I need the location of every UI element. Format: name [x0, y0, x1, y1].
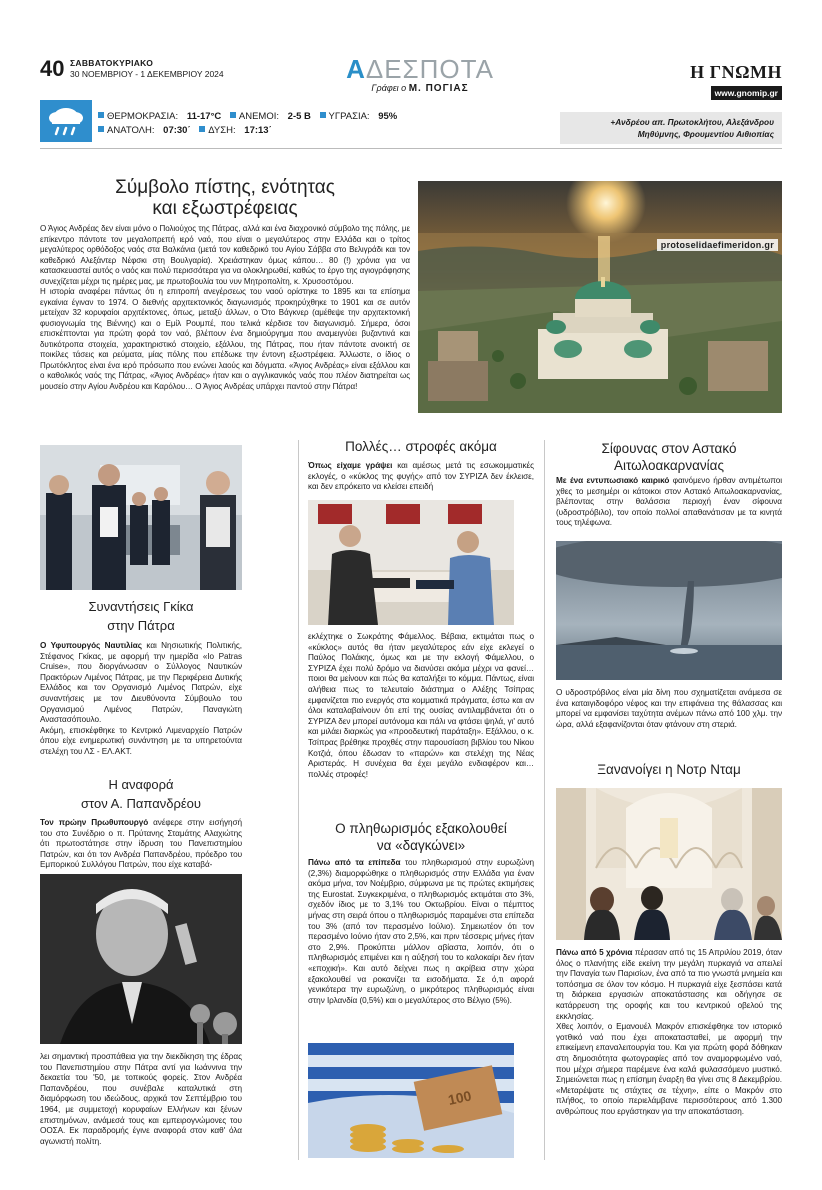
weather-info — [98, 110, 403, 138]
issue-day: ΣΑΒΒΑΤΟΚΥΡΙΑΚΟ — [70, 58, 154, 68]
namedays: +Ανδρέου απ. Πρωτοκλήτου, Αλεξάνδρου Μηθύμνης, Φρουμεντίου Αιθιοπίας — [560, 112, 782, 144]
column-divider-1 — [298, 440, 299, 1160]
gkikas-photo — [40, 445, 242, 590]
svg-text:100: 100 — [446, 1087, 473, 1108]
date-block — [70, 58, 224, 80]
notredame-headline: Ξανανοίγει η Νοτρ Νταμ — [597, 762, 741, 777]
newspaper-logo[interactable] — [682, 62, 782, 101]
inflation-article-body: Πάνω από τα επίπεδα του πληθωρισμού στην ευρωζώνη (2,3%) διαμορφώθηκε ο πληθωρισμός στην Ελλάδα για έναν ακόμα μήνα, τον Νοέμβριο, σύμφωνα με τις πρώτες εκτιμήσεις της Eurostat. Συγκεκριμένα, ο πληθωρισμός εκτιμάται στο 3%, σχεδόν ίδιος με το 3,1% του Οκτωβρίου. Είναι ο πέμπτος μήνας στη σειρά όπου ο πληθωρισμός παραμένει στα επίπεδα του 3% (από τον περασμένο Ιούλιο). Σημειωτέον ότι τον περασμένο Ιούνιο ήταν στο 2,5%, και πριν τέσσερις μήνες ήταν στο 2,9%. Προκύπτει μάλλον αβίαστα, λοιπόν, ότι ο πληθωρισμός επιμένει και η αύξησή του το καλοκαίρι δεν ήταν «εποχική». Και αυτό δείχνει πως η ακρίβεια στην χώρα εξακολουθεί να ροκανίζει τα εισοδήματα. Σε ό,τι αφορά γενικότερα την ευρωζώνη, ο μικρότερος πληθωρισμός είναι στην Ιρλανδία (0,5%) και ο μεγαλύτερος στο Βέλγιο (5%). — [308, 858, 535, 1005]
notredame-photo — [556, 788, 782, 940]
byline-author: Μ. ΠΟΓΙΑΣ — [408, 83, 469, 94]
site-url[interactable]: www.gnomip.gr — [711, 86, 782, 100]
section-title: ΑΔΕΣΠΟΤΑ — [346, 54, 494, 84]
sunrise: ΑΝΑΤΟΛΗ: 07:30΄ — [98, 125, 191, 136]
tsipras-famellos-photo — [308, 500, 514, 625]
papandreou-article-body-1: Τον πρώην Πρωθυπουργό ανέφερε στην εισήγησή του στο Συνέδριο ο π. Πρύτανης Σταμάτης Αλαχιώτης ότι πρωτοστάτησε στην ίδρυση του Πανεπιστημίου Πατρών, και ότι τον Ανδρέα Παπανδρέου, πρόεδρο του Εμπορικού Συλλόγου Πατρών, που είχε καταβά- — [40, 818, 243, 870]
page-number: 40 — [40, 56, 65, 81]
watermark: protoselidaefimeridon.gr — [657, 239, 778, 251]
waterspout-photo — [556, 541, 782, 680]
temperature: ΘΕΡΜΟΚΡΑΣΙΑ: 11-17°C — [98, 111, 221, 122]
strofes-headline: Πολλές… στροφές ακόμα — [345, 439, 497, 454]
header-rule — [40, 148, 782, 149]
main-headline: Σύμβολο πίστης, ενότητας και εξωστρέφειας — [115, 177, 335, 219]
notredame-article-body: Πάνω από 5 χρόνια πέρασαν από τις 15 Απριλίου 2019, όταν όλος ο πλανήτης είδε εκείνη την μεγάλη πυρκαγιά να απειλεί την Παναγία των Παρισίων, ένα από τα πιο γνωστά μνημεία και τοπόσημα σε όλον τον κόσμο. Η πυρκαγιά είχε ξεσπάσει κατά τη διάρκεια εργασιών αποκατάστασης και οδήγησε σε κατάρρευση της οροφής και του κεντρικού οβελού της εκκλησίας. Χθες λοιπόν, ο Εμανουέλ Μακρόν επισκέφθηκε τον ιστορικό γοτθικό ναό που έχει αποκατασταθεί, με αφορμή την επικείμενη επαναλειτουργία του. Και για πρώτη φορά δόθηκαν στη δημοσιότητα φωτογραφίες από τον αναμορφωμένο ναό, που μέχρι σήμερα παρέμενε ένα καλά φυλασσόμενο μυστικό. Σημειώνεται πως η επίσημη έναρξη θα γίνει στις 8 Δεκεμβρίου. «Μεταρέψατε τις στάχτες σε τέχνη», είπε ο Μακρόν στο πλήθος, το οποίο περιελάμβανε περισσότερους από 1.300 ανθρώπους που εργάστηκαν για την αποκατάσταση. — [556, 948, 782, 1116]
column-divider-2 — [544, 440, 545, 1160]
papandreou-article-body-2: λει σημαντική προσπάθεια για την διεκδίκηση της έδρας του Πανεπιστημίου στην Πάτρα αντί για Ιωάννινα την δεκαετία του '50, με τοπικούς φορείς. Στον Ανδρέα Παπανδρέου, που συνέβαλε καταλυτικά στη διαμόρφωση του ιδεώδους, αρχικά τον Σεπτέμβριο του 1964, με συμμετοχή κορυφαίων Ελλήνων και ξένων επιστημόνων, ανάμεσά τους και εμπειρογνώμονες του ΟΟΣΑ. Εκ παραδρομής έγινε αναφορά στον καθ' όλα αγωνιστή πολίτη. — [40, 1052, 242, 1146]
greek-flag-money-photo — [308, 1043, 514, 1158]
papandreou-photo — [40, 874, 242, 1044]
waterspout-article-body-1: Με ένα εντυπωσιακό καιρικό φαινόμενο ήρθαν αντιμέτωποι χθες το μεσημέρι οι κάτοικοι στον Αστακό Αιτωλοακαρνανίας, βλέποντας στην θαλάσσια περιοχή έναν σίφουνα (υδροστρόβιλο), τον οποίο πολλοί απαθανάτισαν με τα κινητά τους τηλέφωνα. — [556, 476, 782, 528]
humidity: ΥΓΡΑΣΙΑ: 95% — [320, 111, 398, 122]
gkikas-headline: Συναντήσεις Γκίκα στην Πάτρα — [88, 599, 194, 633]
gkikas-article-body: Ο Υφυπουργός Ναυτιλίας και Νησιωτικής Πολιτικής, Στέφανος Γκίκας, με αφορμή την ημερίδα «Ιο Patras Cruise», που διοργάνωσαν ο Σύλλογος Ναυτικών Πρακτόρων Λιμένος Πάτρας, με την Περιφέρεια Δυτικής Ελλάδος και τον Οργανισμό Λιμένος Πατρών, είχε συναντήσεις με τον Διευθύνοντα Σύμβουλο του Οργανισμού Λιμένος Πατρών, Παναγιώτη Αναστασόπουλο. Ακόμη, επισκέφθηκε το Κεντρικό Λιμεναρχείο Πατρών όπου είχε ενημερωτική συνάντηση με τα υπηρετούντα στελέχη του ΛΣ - ΕΛ.ΑΚΤ. — [40, 641, 242, 756]
wind: ΑΝΕΜΟΙ: 2-5 Β — [230, 111, 311, 122]
main-article-body: Ο Άγιος Ανδρέας δεν είναι μόνο ο Πολιούχος της Πάτρας, αλλά και ένα διαχρονικό σύμβολο της πόλης, με επίκεντρο πάντοτε τον μεγαλοπρεπή ιερό ναό, που είναι ο μεγαλύτερος στην Ελλάδα και ο τρίτος μεγαλύτερος ορθόδοξος ναός στα Βαλκάνια (μετά τον καθεδρικό του Αγίου Σάββα στο Βελιγράδι και τον καθεδρικό Αλεξάντερ Νέφσκι στη Βουλγαρία). Χρειάστηκαν όμως κάπου… 80 (!) χρόνια για να κατασκευαστεί αυτός ο ναός και πολύ περισσότερα για να ολοκληρωθεί, καθώς το έργο της αγιογράφησης συνεχίζεται μέχρι τις ημέρες μας, με πρωτοβουλία του νυν Μητροπολίτη, κ. Χρυσοστόμου. Η ιστορία αναφέρει πάντως ότι η επιτροπή ανεγέρσεως του ναού ορίστηκε το 1895 και τα επίσημα εγκαίνια έγιναν το 1974. Ο διεθνής αρχιτεκτονικός διαγωνισμός προκηρύχθηκε το 1901 και σε αυτόν μετείχαν 32 κορυφαίοι αρχιτέκτονες, όπως, μεταξύ άλλων, ο Ότο Βάγκνερ (αμέθεψε την αρχιτεκτονική φυσιογνωμία της Βιέννης) και ο Εμίλ Ρουμπέ, που τελικά κέρδισε τον διαγωνισμό. Σήμερα, όσοι επισκέπτονται για πρώτη φορά τον ναό, βλέπουν ένα δημιούργημα που αναμειγνύει βυζαντινά και δυτικότροπα στοιχεία, χαρακτηριστικό στοιχείο, εξάλλου, της Πάτρας, που ήταν πάντοτε ανοικτή σε ποικίλες τάσεις και ρεύματα, μίας πόλης που επέδωκε την έντονη εξωστρέφεια. Άλλωστε, ο ίδιος ο Πρωτόκλητος είναι ένα ιερό πρόσωπο που ενώνει λαούς και δόγματα. «Άγιος Ανδρέας» είναι εξάλλου και ο καθολικός ναός της Πάτρας, «Άγιος Ανδρέας» ήταν και ο αγγλικανικός ναός που πλέον διατηρείται ως μουσείο στην Αγίου Ανδρέου και Καρόλου… Ο Άγιος Ανδρέας υπάρχει παντού στην Πάτρα! — [40, 224, 410, 391]
inflation-headline: Ο πληθωρισμός εξακολουθεί να «δαγκώνει» — [335, 821, 507, 853]
logo-name: Η ΓΝΩΜΗ — [690, 62, 782, 82]
byline: Γράφει ο Μ. ΠΟΓΙΑΣ — [371, 83, 469, 94]
waterspout-article-body-2: Ο υδροστρόβιλος είναι μία δίνη που σχηματίζεται ανάμεσα σε ένα καταιγιδοφόρο νέφος και την επιφάνεια της θάλασσας και μπορεί να εμφανίσει ταχύτητα ανέμων πάνω από 100 χλμ. την ώρα, αλλά εξαφανίζονται όταν φτάνουν στη στεριά. — [556, 688, 782, 729]
cathedral-illustration — [418, 181, 782, 413]
waterspout-headline: Σίφουνας στον Αστακό Αιτωλοακαρνανίας — [601, 441, 737, 473]
cloud-rain-icon — [40, 100, 92, 142]
strofes-article-body-2: εκλέχτηκε ο Σωκράτης Φάμελλος. Βέβαια, εκτιμάται πως ο «κύκλος» αυτός θα ήταν μεγαλύτερος εάν είχε εκλεγεί ο Παύλος Πολάκης, όμως και με την εκλογή Φάμελλου, ο ΣΥΡΙΖΑ έχει πολύ δρόμο να διανύσει ακόμα μέχρι να φανεί… ποιοι θα μείνουν και πώς θα καταλήξει το κόμμα. Πάντως, είναι αλήθεια πως το τελευταίο διάστημα ο Αλέξης Τσίπρας εμφανίζεται πιο ενεργός στα κομματικά πράγματα, έστω και αν όλοι καταλαβαίνουν ότι επί της ουσίας αντιλαμβάνεται ότι ο ΣΥΡΙΖΑ δεν μπορεί αυτόνομα και πάλι να φτάσει ψηλά, γι' αυτό και μιλάει διαρκώς για «προοδευτική παράταξη». Εξάλλου, ο κ. Τσίπρας βρέθηκε προχθές στην παρουσίαση βιβλίου του Νίκου Κοτζιά, όπου έδωσαν το «παρών» και στελέχη της Νέας Αριστεράς. Η συνέχεια θα έχει μεγάλο ενδιαφέρον και… πολλές στροφές! — [308, 632, 534, 779]
issue-date: 30 ΝΟΕΜΒΡΙΟΥ - 1 ΔΕΚΕΜΒΡΙΟΥ 2024 — [70, 69, 224, 79]
section-masthead — [340, 56, 500, 94]
cathedral-photo — [418, 181, 782, 413]
papandreou-headline: Η αναφορά στον Α. Παπανδρέου — [81, 777, 201, 811]
sunset: ΔΥΣΗ: 17:13΄ — [199, 125, 271, 136]
strofes-article-body-1: Όπως είχαμε γράψει και αμέσως μετά τις εσωκομματικές εκλογές, ο «κύκλος της φυγής» από τον ΣΥΡΙΖΑ δεν έκλεισε, και δεν επρόκειτο να κλείσει επειδή — [308, 461, 535, 492]
